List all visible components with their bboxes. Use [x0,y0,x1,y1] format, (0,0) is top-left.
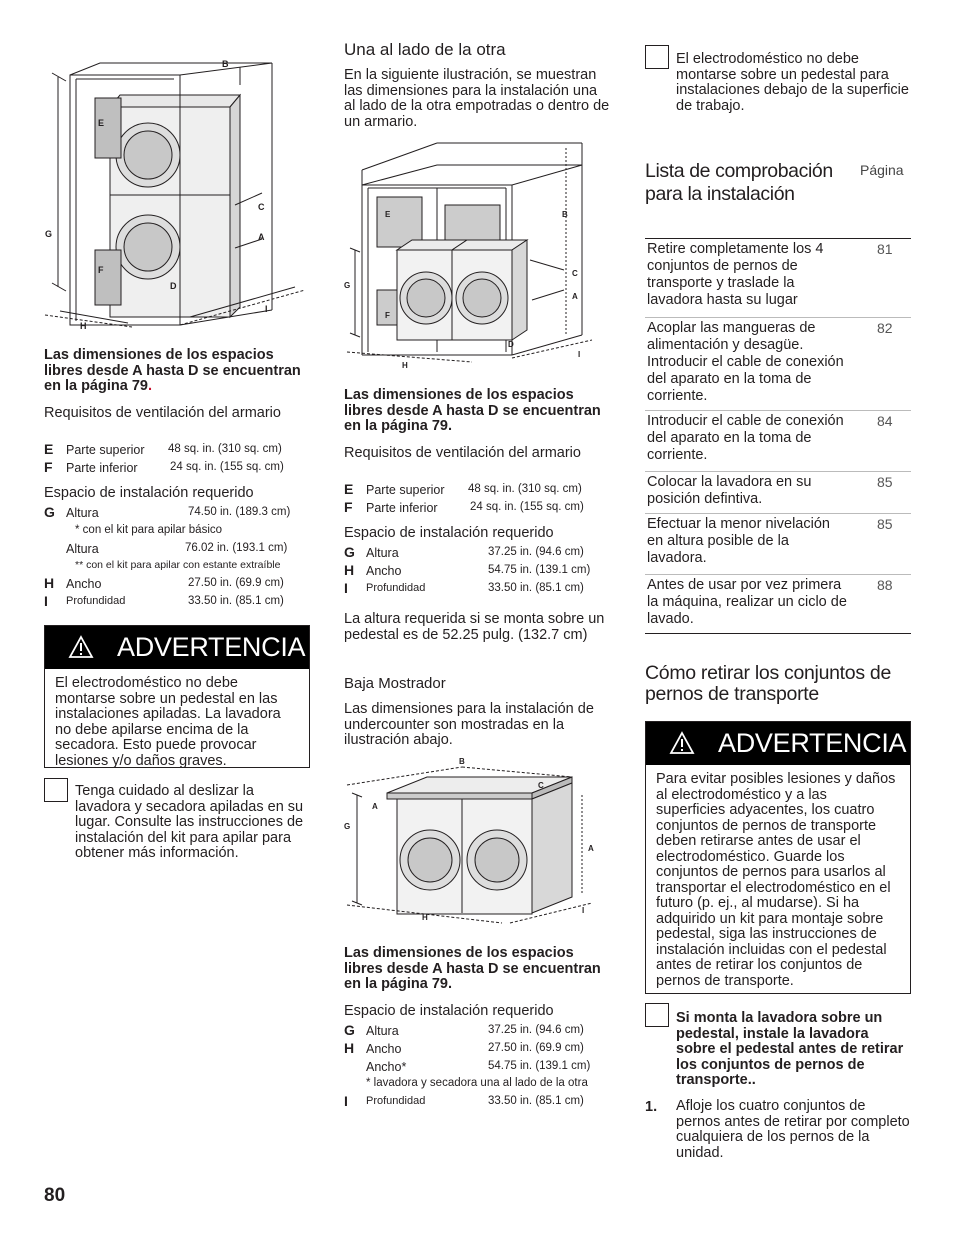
step-text: Afloje los cuatro conjuntos de pernos antes de retirar por completo cualquiera de los pernos de la unidad. [676,1098,910,1161]
space-label: Ancho [66,577,102,591]
space-value: 33.50 in. (85.1 cm) [488,582,584,594]
fig-label-b: B [222,59,229,69]
space-label: Profundidad [366,582,426,594]
space-value: 37.25 in. (94.6 cm) [488,1024,584,1036]
fig-label-e: E [98,118,105,128]
fig-label-h: H [402,361,408,370]
side-by-side-heading: Una al lado de la otra [344,40,506,59]
vent-label: Parte inferior [366,501,438,515]
space-value: 27.50 in. (69.9 cm) [488,1042,584,1054]
note-text: Tenga cuidado al deslizar la lavadora y secadora apiladas en su lugar. Consulte las instrucciones de instalación del kit para apilar para obtener más información. [75,783,304,861]
space-label: Altura [66,542,99,556]
step-number: 1. [645,1099,658,1115]
space-value: 74.50 in. (189.3 cm) [188,506,291,518]
fig-label-i: I [578,350,581,359]
checklist-item [645,513,911,574]
checklist-item [645,317,911,410]
fig-label-c: C [538,781,544,790]
vent-letter: F [44,459,53,475]
space-letter-g: G [44,504,55,520]
warning-header [45,626,309,669]
space-label: Profundidad [366,1095,426,1107]
checklist-item [645,471,911,513]
space-letter-h: H [344,1040,355,1056]
fig-label-f: F [385,311,390,320]
vent-value: 24 sq. in. (155 sq. cm) [470,501,584,513]
space-label: Altura [366,546,399,560]
space-value: 54.75 in. (139.1 cm) [488,564,591,576]
figure-caption [44,348,310,395]
fig-label-g: G [344,281,351,290]
space-letter: H [344,562,355,578]
fig-label-a: A [588,844,594,853]
fig-label-i: I [582,906,585,915]
vent-letter: E [344,481,354,497]
figure-caption [344,946,612,993]
checklist-item-page: 88 [877,577,893,593]
space-label: Ancho [366,1042,402,1056]
undercounter-figure [342,755,604,935]
caption-text: Las dimensiones de los espacios libres desde A hasta D se encuentran en la página 79 [344,945,601,992]
fig-label-i: I [265,304,268,314]
vent-table [44,441,310,477]
note-checkbox [645,1003,669,1027]
fig-label-a: A [372,802,378,811]
checklist-item-page: 85 [877,516,893,532]
vent-letter: F [344,499,353,515]
warning-title: ADVERTENCIA [718,728,907,758]
baja-intro: Las dimensiones para la instalación de undercounter son mostradas en la ilustración abajo. [344,701,594,748]
fig-label-b: B [459,757,465,766]
fig-label-c: C [572,269,578,278]
space-value: 54.75 in. (139.1 cm) [488,1060,591,1072]
space-title: Espacio de instalación requerido [344,525,554,541]
checklist [645,238,911,634]
vent-table [344,481,612,517]
fig-label-a: A [258,232,265,242]
space-title: Espacio de instalación requerido [44,485,254,501]
fig-label-g: G [45,229,53,239]
space-letter-h: H [44,575,55,591]
space-value: 33.50 in. (85.1 cm) [488,1095,584,1107]
stacked-installation-figure [40,55,315,345]
space-value: 76.02 in. (193.1 cm) [185,542,288,554]
space-value: 33.50 in. (85.1 cm) [188,595,284,607]
space-label: Profundidad [66,595,126,607]
checklist-item-page: 81 [877,241,893,257]
space-label: Altura [66,506,99,520]
vent-value: 48 sq. in. (310 sq. cm) [468,483,582,495]
fig-label-a: A [572,292,578,301]
side-by-side-intro: En la siguiente ilustración, se muestran las dimensiones para la instalación una al lado de la otra empotradas o dentro de un armario. [344,67,610,130]
warning-triangle-icon [68,635,94,659]
vent-value: 48 sq. in. (310 sq. cm) [168,443,282,455]
figure-caption [344,388,612,435]
vent-label: Parte superior [366,483,445,497]
warning-box-stacking [44,625,310,768]
space-title: Espacio de instalación requerido [344,1003,554,1019]
section-heading: Cómo retirar los conjuntos de pernos de transporte [645,662,892,705]
note-checkbox [44,778,68,802]
checklist-item [645,410,911,471]
top-note: El electrodoméstico no debe montarse sobre un pedestal para instalaciones debajo de la superficie de trabajo. [676,51,909,114]
fig-label-c: C [258,202,265,212]
space-label: Altura [366,1024,399,1038]
space-value: 27.50 in. (69.9 cm) [188,577,284,589]
space-value: 37.25 in. (94.6 cm) [488,546,584,558]
fig-label-e: E [385,210,391,219]
fig-label-h: H [422,913,428,922]
checklist-title: Lista de comprobación para la instalación [645,160,833,205]
vent-value: 24 sq. in. (155 sq. cm) [170,461,284,473]
vent-title: Requisitos de ventilación del armario [344,445,581,461]
vent-label: Parte inferior [66,461,138,475]
checklist-item [645,239,911,317]
space-letter-i: I [44,593,48,609]
caption-text: Las dimensiones de los espacios libres desde A hasta D se encuentran en la página 79 [344,387,601,434]
fig-label-g: G [344,822,351,831]
note-checkbox [645,45,669,69]
checklist-item [645,574,911,634]
checklist-item-text: Colocar la lavadora en su posición defintiva. [647,474,812,507]
checklist-item-page: 82 [877,320,893,336]
pedestal-note: La altura requerida si se monta sobre un pedestal es de 52.25 pulg. (132.7 cm) [344,611,605,643]
space-table [44,504,310,614]
checklist-item-text: Efectuar la menor nivelación en altura posible de la lavadora. [647,516,830,566]
baja-heading: Baja Mostrador [344,675,446,692]
fig-label-h: H [80,321,87,331]
space-label: Ancho* [366,1060,407,1074]
fig-label-f: F [98,265,104,275]
space-note: * lavadora y secadora una al lado de la otra [366,1077,588,1089]
checklist-item-text: Acoplar las mangueras de alimentación y desagüe. Introducir el cable de conexión del aparato en la toma de corriente. [647,320,844,404]
space-letter: G [344,544,355,560]
space-letter-g: G [344,1022,355,1038]
fig-label-b: B [562,210,568,219]
checklist-item-text: Retire completamente los 4 conjuntos de pernos de transporte y traslade la lavadora hasta su lugar [647,241,824,308]
checklist-item-text: Antes de usar por vez primera la máquina, realizar un ciclo de lavado. [647,577,847,627]
warning-box-bolts [645,721,911,994]
vent-letter: E [44,441,54,457]
space-table [344,1022,612,1112]
space-note: ** con el kit para apilar con estante extraíble [75,559,281,571]
checklist-item-page: 85 [877,474,893,490]
fig-label-d: D [170,281,177,291]
space-table [344,544,612,598]
caption-period: . [447,418,452,434]
vent-title: Requisitos de ventilación del armario [44,405,281,421]
warning-text: Para evitar posibles lesiones y daños al electrodoméstico y a las superficies adyacentes, los cuatro conjuntos de pernos de transporte deben retirarse antes de usar el electrodoméstico. Guarde los conjuntos de pernos para usarlos al transportar el electrodoméstico en el futuro (p. ej., al mudarse). Si ha adquirido un kit para montaje sobre pedestal, siga las instrucciones de instalación incluidas con el pedestal antes de retirar los conjuntos de pernos de transporte. [656,771,896,989]
space-letter-i: I [344,1093,348,1109]
vent-label: Parte superior [66,443,145,457]
checklist-item-text: Introducir el cable de conexión del aparato en la toma de corriente. [647,413,844,463]
caption-period: . [447,976,452,992]
pedestal-note-bold: Si monta la lavadora sobre un pedestal, instale la lavadora sobre el pedestal antes de retirar los conjuntos de pernos de transporte.. [676,1010,904,1088]
caption-text: Las dimensiones de los espacios libres desde A hasta D se encuentran en la página 79 [44,347,301,394]
space-letter: I [344,580,348,596]
checklist-page-label: Página [860,162,904,178]
space-label: Ancho [366,564,402,578]
caption-period: . [147,378,152,394]
side-by-side-figure [342,140,604,372]
warning-text: El electrodoméstico no debe montarse sobre un pedestal en las instalaciones apiladas. La lavadora no debe apilarse encima de la secadora. Esto puede provocar lesiones y/o daños graves. [55,675,281,769]
warning-title: ADVERTENCIA [117,632,306,662]
fig-label-d: D [508,340,514,349]
warning-header [646,722,910,765]
space-note: * con el kit para apilar básico [75,524,223,536]
checklist-item-page: 84 [877,413,893,429]
page-number: 80 [44,1185,66,1206]
warning-triangle-icon [669,731,695,755]
